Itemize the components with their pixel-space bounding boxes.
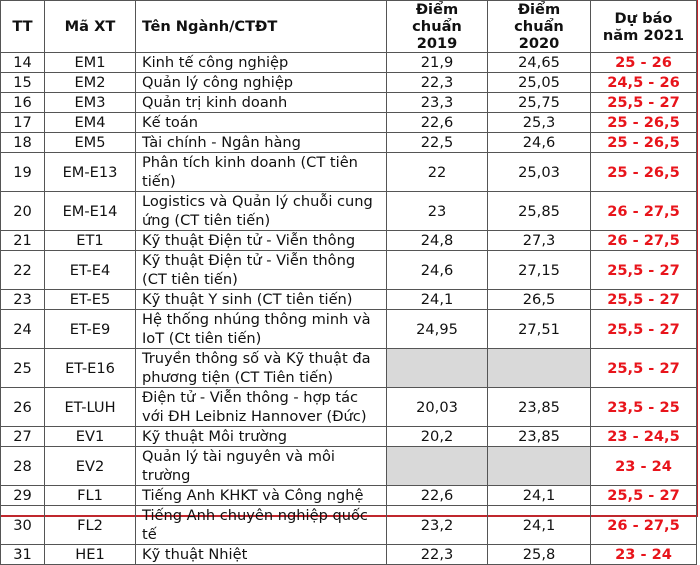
row-tt: 18 <box>1 133 45 153</box>
row-forecast-2021: 26 - 27,5 <box>591 506 697 545</box>
row-score-2020: 27,3 <box>488 231 591 251</box>
row-program-name: Kỹ thuật Điện tử - Viễn thông <box>136 231 387 251</box>
table-row <box>1 545 697 565</box>
row-score-2020: 24,1 <box>488 506 591 545</box>
table-body <box>1 53 697 565</box>
header-row <box>1 1 697 53</box>
row-program-name: Kỹ thuật Môi trường <box>136 427 387 447</box>
row-forecast-2021: 24,5 - 26 <box>591 73 697 93</box>
table-row <box>1 290 697 310</box>
table-row <box>1 310 697 349</box>
row-score-2019 <box>387 349 488 388</box>
row-code: FL2 <box>45 506 136 545</box>
table-row <box>1 153 697 192</box>
row-forecast-2021: 25 - 26 <box>591 53 697 73</box>
row-tt: 24 <box>1 310 45 349</box>
header-name: Tên Ngành/CTĐT <box>136 1 387 53</box>
row-program-name: Truyền thông số và Kỹ thuật đa phương tiện (CT Tiên tiến) <box>136 349 387 388</box>
row-program-name: Tiếng Anh KHKT và Công nghệ <box>136 486 387 506</box>
row-score-2020: 24,1 <box>488 486 591 506</box>
row-program-name: Kỹ thuật Nhiệt <box>136 545 387 565</box>
table-row <box>1 192 697 231</box>
row-score-2019: 24,6 <box>387 251 488 290</box>
row-program-name: Tài chính - Ngân hàng <box>136 133 387 153</box>
row-forecast-2021: 25 - 26,5 <box>591 133 697 153</box>
row-forecast-2021: 25 - 26,5 <box>591 153 697 192</box>
row-tt: 22 <box>1 251 45 290</box>
row-score-2019: 22,6 <box>387 113 488 133</box>
row-forecast-2021: 26 - 27,5 <box>591 192 697 231</box>
row-score-2020: 26,5 <box>488 290 591 310</box>
table-row <box>1 427 697 447</box>
row-score-2020: 25,85 <box>488 192 591 231</box>
row-tt: 21 <box>1 231 45 251</box>
row-score-2019: 24,95 <box>387 310 488 349</box>
row-score-2019: 20,03 <box>387 388 488 427</box>
row-code: ET-E4 <box>45 251 136 290</box>
row-score-2019 <box>387 447 488 486</box>
table-row <box>1 251 697 290</box>
table-row <box>1 73 697 93</box>
row-tt: 17 <box>1 113 45 133</box>
row-program-name: Phân tích kinh doanh (CT tiên tiến) <box>136 153 387 192</box>
row-score-2019: 22,5 <box>387 133 488 153</box>
table-row <box>1 486 697 506</box>
row-code: EM5 <box>45 133 136 153</box>
row-forecast-2021: 25,5 - 27 <box>591 486 697 506</box>
row-score-2020: 25,05 <box>488 73 591 93</box>
row-program-name: Quản lý công nghiệp <box>136 73 387 93</box>
row-tt: 20 <box>1 192 45 231</box>
row-score-2020: 24,65 <box>488 53 591 73</box>
row-tt: 28 <box>1 447 45 486</box>
row-program-name: Kế toán <box>136 113 387 133</box>
row-score-2020 <box>488 349 591 388</box>
row-forecast-2021: 23 - 24,5 <box>591 427 697 447</box>
row-tt: 15 <box>1 73 45 93</box>
row-score-2020: 27,15 <box>488 251 591 290</box>
row-score-2019: 23 <box>387 192 488 231</box>
row-code: ET-E5 <box>45 290 136 310</box>
row-score-2020: 25,8 <box>488 545 591 565</box>
row-code: ET-LUH <box>45 388 136 427</box>
header-forecast-2021: Dự báo năm 2021 <box>591 1 697 53</box>
row-score-2020: 25,75 <box>488 93 591 113</box>
row-score-2019: 23,3 <box>387 93 488 113</box>
row-forecast-2021: 23,5 - 25 <box>591 388 697 427</box>
row-program-name: Quản lý tài nguyên và môi trường <box>136 447 387 486</box>
row-tt: 23 <box>1 290 45 310</box>
table-row <box>1 506 697 545</box>
row-score-2019: 22,3 <box>387 73 488 93</box>
header-code: Mã XT <box>45 1 136 53</box>
row-tt: 31 <box>1 545 45 565</box>
table-row <box>1 388 697 427</box>
row-score-2020: 23,85 <box>488 388 591 427</box>
header-score-2020: Điểm chuẩn 2020 <box>488 1 591 53</box>
row-forecast-2021: 25,5 - 27 <box>591 310 697 349</box>
row-score-2020: 27,51 <box>488 310 591 349</box>
row-tt: 25 <box>1 349 45 388</box>
row-tt: 19 <box>1 153 45 192</box>
row-program-name: Kinh tế công nghiệp <box>136 53 387 73</box>
row-forecast-2021: 23 - 24 <box>591 545 697 565</box>
row-code: EM-E13 <box>45 153 136 192</box>
row-program-name: Hệ thống nhúng thông minh và IoT (Ct tiên tiến) <box>136 310 387 349</box>
row-score-2019: 21,9 <box>387 53 488 73</box>
row-score-2020 <box>488 447 591 486</box>
row-score-2019: 24,8 <box>387 231 488 251</box>
row-program-name: Tiếng Anh chuyên nghiệp quốc tế <box>136 506 387 545</box>
row-score-2020: 25,3 <box>488 113 591 133</box>
row-code: EM4 <box>45 113 136 133</box>
row-forecast-2021: 23 - 24 <box>591 447 697 486</box>
row-score-2020: 25,03 <box>488 153 591 192</box>
row-program-name: Kỹ thuật Y sinh (CT tiên tiến) <box>136 290 387 310</box>
table-row <box>1 447 697 486</box>
header-tt: TT <box>1 1 45 53</box>
table-row <box>1 113 697 133</box>
row-score-2019: 24,1 <box>387 290 488 310</box>
row-program-name: Điện tử - Viễn thông - hợp tác với ĐH Leibniz Hannover (Đức) <box>136 388 387 427</box>
row-forecast-2021: 25,5 - 27 <box>591 251 697 290</box>
row-tt: 14 <box>1 53 45 73</box>
row-tt: 26 <box>1 388 45 427</box>
row-score-2020: 24,6 <box>488 133 591 153</box>
row-forecast-2021: 25,5 - 27 <box>591 349 697 388</box>
row-score-2020: 23,85 <box>488 427 591 447</box>
row-code: EV1 <box>45 427 136 447</box>
row-program-name: Quản trị kinh doanh <box>136 93 387 113</box>
row-code: HE1 <box>45 545 136 565</box>
row-score-2019: 23,2 <box>387 506 488 545</box>
header-score-2019: Điểm chuẩn 2019 <box>387 1 488 53</box>
table-row <box>1 231 697 251</box>
row-tt: 16 <box>1 93 45 113</box>
table-row <box>1 349 697 388</box>
row-score-2019: 22,3 <box>387 545 488 565</box>
row-program-name: Logistics và Quản lý chuỗi cung ứng (CT tiên tiến) <box>136 192 387 231</box>
row-code: ET1 <box>45 231 136 251</box>
row-tt: 30 <box>1 506 45 545</box>
row-tt: 29 <box>1 486 45 506</box>
row-code: EV2 <box>45 447 136 486</box>
row-code: ET-E16 <box>45 349 136 388</box>
row-score-2019: 22,6 <box>387 486 488 506</box>
row-score-2019: 22 <box>387 153 488 192</box>
row-forecast-2021: 25,5 - 27 <box>591 290 697 310</box>
row-code: EM2 <box>45 73 136 93</box>
row-forecast-2021: 25,5 - 27 <box>591 93 697 113</box>
table-row <box>1 133 697 153</box>
row-code: EM-E14 <box>45 192 136 231</box>
table-row <box>1 53 697 73</box>
row-code: EM3 <box>45 93 136 113</box>
row-tt: 27 <box>1 427 45 447</box>
row-program-name: Kỹ thuật Điện tử - Viễn thông (CT tiên tiến) <box>136 251 387 290</box>
row-code: ET-E9 <box>45 310 136 349</box>
row-code: EM1 <box>45 53 136 73</box>
row-forecast-2021: 25 - 26,5 <box>591 113 697 133</box>
row-code: FL1 <box>45 486 136 506</box>
row-score-2019: 20,2 <box>387 427 488 447</box>
row-forecast-2021: 26 - 27,5 <box>591 231 697 251</box>
table-row <box>1 93 697 113</box>
